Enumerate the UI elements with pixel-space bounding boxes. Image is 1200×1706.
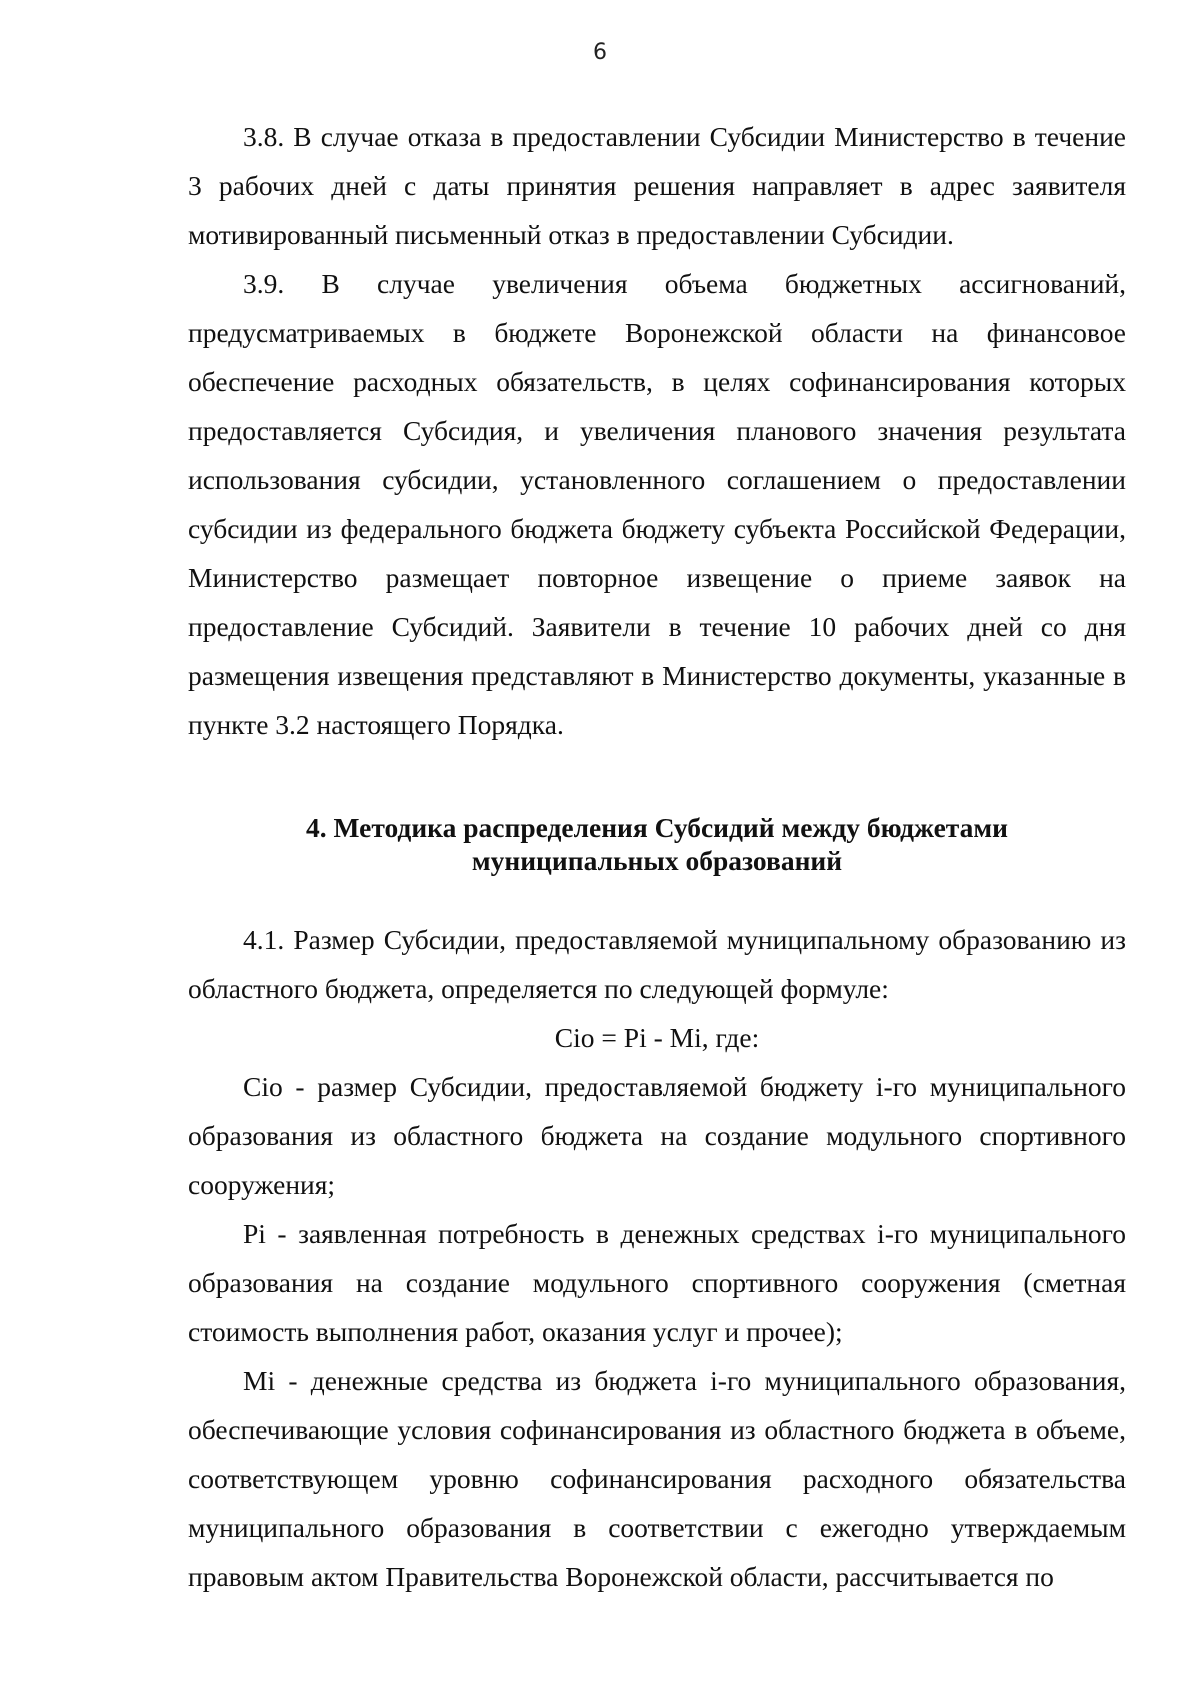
paragraph-4-1: 4.1. Размер Субсидии, предоставляемой муниципальному образованию из областного бюджета, определяется по следующей формуле: — [188, 924, 1126, 1004]
page-number: 6 — [593, 40, 607, 65]
definition-mi: Mi - денежные средства из бюджета i-го муниципального образования, обеспечивающие условия софинансирования из областного бюджета в объеме, соответствующем уровню софинансирования расходного обязательства муниципального образования в соответствии с ежегодно утверждаемым правовым актом Правительства Воронежской области, рассчитывается по — [188, 1365, 1126, 1592]
document-body — [188, 112, 1126, 1601]
section-heading-line-1: 4. Методика распределения Субсидий между бюджетами — [306, 812, 1008, 843]
paragraph-3-8: 3.8. В случае отказа в предоставлении Субсидии Министерство в течение 3 рабочих дней с даты принятия решения направляет в адрес заявителя мотивированный письменный отказ в предоставлении Субсидии. — [188, 121, 1126, 250]
paragraph-3-9: 3.9. В случае увеличения объема бюджетных ассигнований, предусматриваемых в бюджете Воронежской области на финансовое обеспечение расходных обязательств, в целях софинансирования которых предоставляется Субсидия, и увеличения планового значения результата использования субсидии, установленного соглашением о предоставлении субсидии из федерального бюджета бюджету субъекта Российской Федерации, Министерство размещает повторное извещение о приеме заявок на предоставление Субсидий. Заявители в течение 10 рабочих дней со дня размещения извещения представляют в Министерство документы, указанные в пункте 3.2 настоящего Порядка. — [188, 268, 1126, 740]
formula: Cio = Pi - Mi, где: — [554, 1022, 760, 1053]
section-heading — [188, 811, 1126, 877]
definition-cio: Cio - размер Субсидии, предоставляемой бюджету i-го муниципального образования из областного бюджета на создание модульного спортивного сооружения; — [188, 1071, 1126, 1200]
section-heading-line-2: муниципальных образований — [471, 845, 843, 876]
definition-pi: Pi - заявленная потребность в денежных средствах i-го муниципального образования на создание модульного спортивного сооружения (сметная стоимость выполнения работ, оказания услуг и прочее); — [188, 1218, 1126, 1347]
